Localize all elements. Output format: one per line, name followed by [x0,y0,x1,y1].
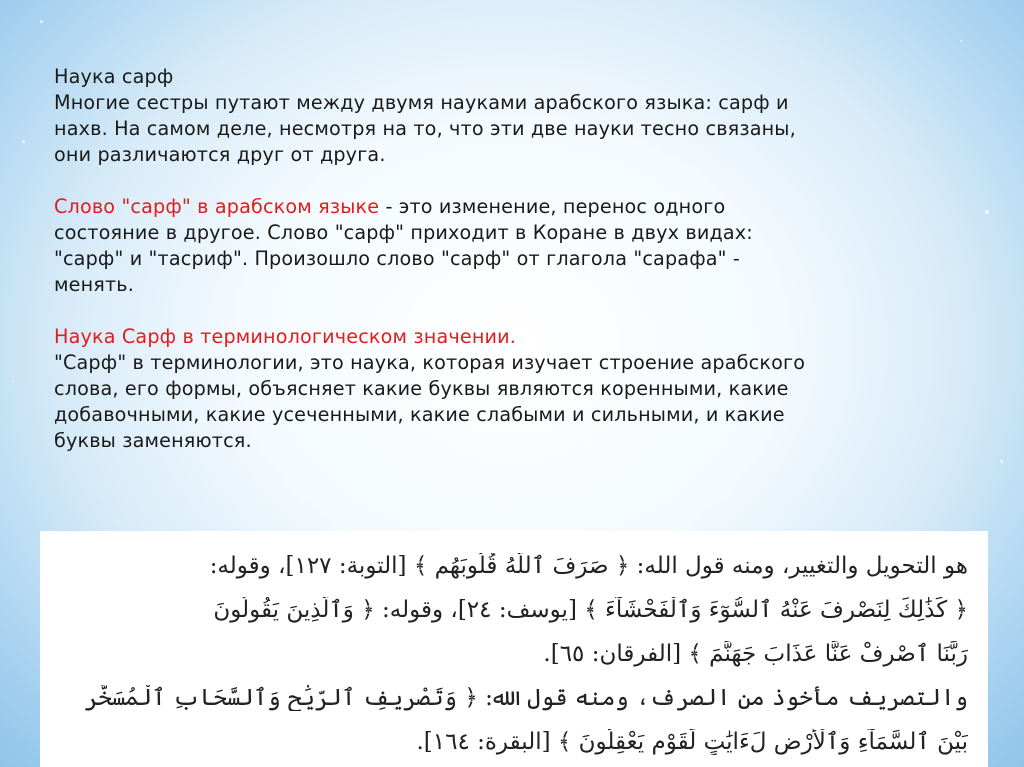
background-sparkle [22,140,25,143]
arabic-line: هو التحويل والتغيير، ومنه قول الله: ﴿ صَرَفَ ٱللَّهُ قُلُوبَهُم ﴾ [التوبة: ١٢٧]، وقوله: [209,553,968,579]
background-sparkle [1000,460,1003,463]
paragraph-terminology [54,324,954,454]
arabic-line: رَبَّنَا ٱصْرِفْ عَنَّا عَذَابَ جَهَنَّمَ ﴾ [الفرقان: ٦٥]. [543,641,968,667]
arabic-line: بَيْنَ ٱلسَّمَآءِ وَٱلْأَرْضِ لَءَايَٰتٍ لِّقَوْمٍ يَعْقِلُونَ ﴾ [البقرة: ١٦٤]. [416,729,968,755]
text-line: добавочными, какие усеченными, какие слабыми и сильными, и какие [54,403,785,426]
text-line: "Сарф" в терминологии, это наука, которая изучает строение арабского [54,351,806,374]
text-line: слова, его формы, объясняет какие буквы являются коренными, какие [54,377,789,400]
text-line [54,194,954,220]
arabic-line: ﴿ كَذَٰلِكَ لِنَصْرِفَ عَنْهُ ٱلسُّوٓءَ وَٱلْفَحْشَآءَ ﴾ [يوسف: ٢٤]، وقوله: ﴿ وَٱلَّذِينَ يَقُولُونَ [213,597,968,623]
background-sparkle [960,40,962,42]
text-line: они различаются друг от друга. [54,143,386,166]
arabic-quote-image [40,531,988,767]
slide-text [54,64,954,480]
background-sparkle [40,20,43,23]
text-line: состояние в другое. Слово "сарф" приходит в Коране в двух видах: [54,221,753,244]
highlight-phrase: Слово "сарф" в арабском языке [54,195,380,218]
slide-title: Наука сарф [54,65,174,88]
text-line: "сарф" и "тасриф". Произошло слово "сарф" от глагола "сарафа" - [54,247,740,270]
text-fragment: - это изменение, перенос одного [379,195,726,218]
background-sparkle [985,210,989,214]
paragraph-intro [54,64,954,168]
arabic-line: والتصريف مأخوذ من الصرف، ومنه قول الله: ﴿ وَتَصْرِيفِ ٱلرِّيَٰحِ وَٱلسَّحَابِ ٱلْمُسَخَّرِ [84,685,968,711]
text-line: Многие сестры путают между двумя науками арабского языка: сарф и [54,91,789,114]
section-heading: Наука Сарф в терминологическом значении. [54,325,517,348]
text-line: менять. [54,273,135,296]
paragraph-linguistic [54,194,954,298]
background-sparkle [12,380,14,382]
text-line: буквы заменяются. [54,429,252,452]
text-line: нахв. На самом деле, несмотря на то, что эти две науки тесно связаны, [54,117,796,140]
